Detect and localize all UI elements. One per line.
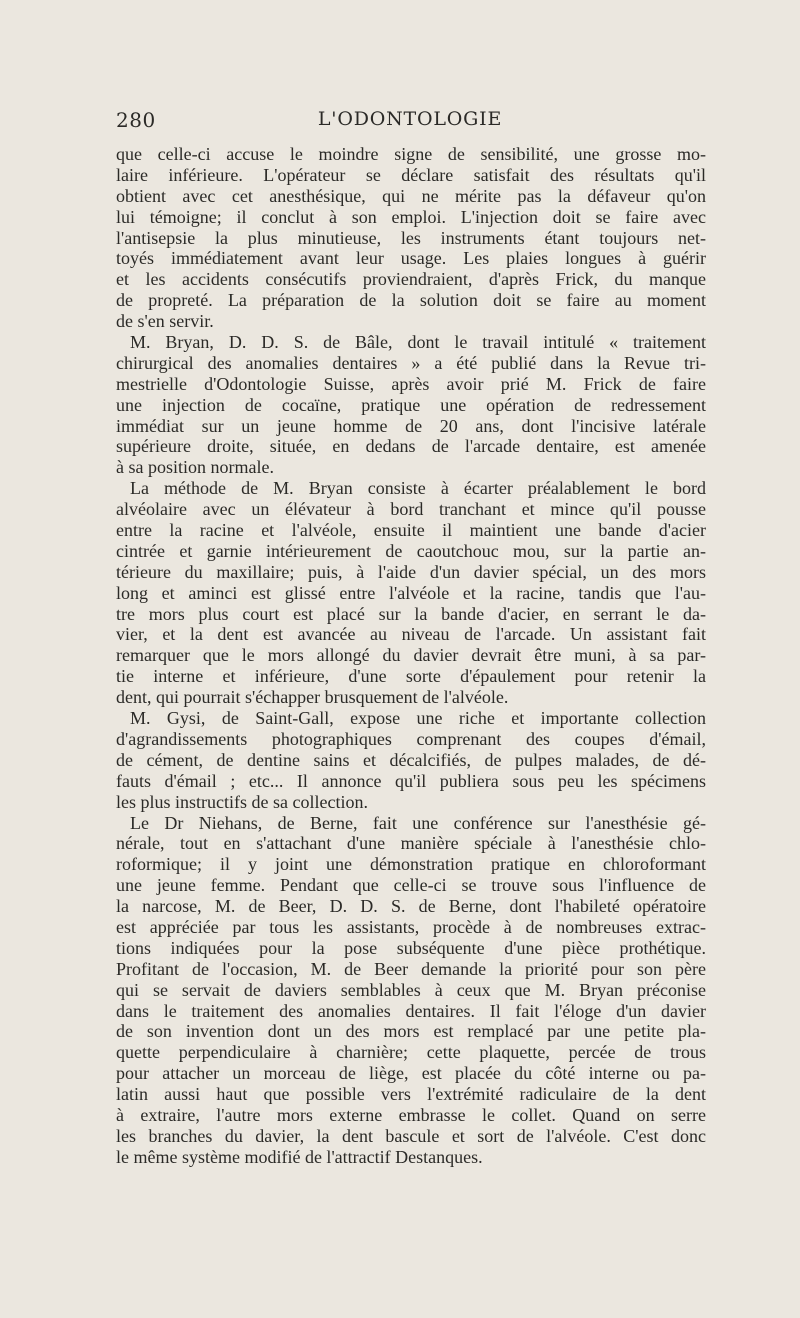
- text-line: entre la racine et l'alvéole, ensuite il maintient une bande d'acier: [116, 520, 706, 541]
- text-line: d'agrandissements photographiques comprenant des coupes d'émail,: [116, 728, 706, 749]
- paragraph: [116, 144, 706, 332]
- page-number: 280: [116, 108, 156, 132]
- text-line: une injection de cocaïne, pratique une opération de redressement: [116, 394, 706, 415]
- text-line: vier, et la dent est avancée au niveau de l'arcade. Un assistant fait: [116, 624, 706, 645]
- paragraph: [116, 813, 706, 1168]
- text-line: à sa position normale.: [116, 457, 274, 478]
- text-line: latin aussi haut que possible vers l'extrémité radiculaire de la dent: [116, 1084, 706, 1105]
- text-line: Profitant de l'occasion, M. de Beer demande la priorité pour son père: [116, 958, 706, 979]
- text-line: M. Gysi, de Saint-Gall, expose une riche et importante collection: [130, 708, 706, 729]
- text-line: long et aminci est glissé entre l'alvéole et la racine, tandis que l'au-: [116, 582, 706, 603]
- text-line: fauts d'émail ; etc... Il annonce qu'il publiera sous peu les spécimens: [116, 770, 706, 791]
- text-line: tie interne et inférieure, d'une sorte d'épaulement pour retenir la: [116, 666, 706, 687]
- text-line: supérieure droite, située, en dedans de l'arcade dentaire, est amenée: [116, 436, 706, 457]
- text-line: la narcose, M. de Beer, D. D. S. de Berne, dont l'habileté opératoire: [116, 896, 706, 917]
- paragraph: [116, 332, 706, 478]
- text-line: M. Bryan, D. D. S. de Bâle, dont le travail intitulé « traitement: [130, 332, 706, 353]
- page-header: [116, 108, 704, 138]
- text-line: le même système modifié de l'attractif Destanques.: [116, 1146, 483, 1167]
- paragraph: [116, 478, 706, 708]
- text-line: chirurgical des anomalies dentaires » a été publié dans la Revue tri-: [116, 352, 706, 373]
- text-line: qui se servait de daviers semblables à ceux que M. Bryan préconise: [116, 979, 706, 1000]
- text-line: toyés immédiatement avant leur usage. Les plaies longues à guérir: [116, 248, 706, 269]
- text-line: quette perpendiculaire à charnière; cette plaquette, percée de trous: [116, 1042, 706, 1063]
- text-line: de son invention dont un des mors est remplacé par une petite pla-: [116, 1021, 706, 1042]
- text-line: cintrée et garnie intérieurement de caoutchouc mou, sur la partie an-: [116, 540, 706, 561]
- text-line: remarquer que le mors allongé du davier devrait être muni, à sa par-: [116, 645, 706, 666]
- text-line: immédiat sur un jeune homme de 20 ans, dont l'incisive latérale: [116, 415, 706, 436]
- text-line: laire inférieure. L'opérateur se déclare satisfait des résultats qu'il: [116, 164, 706, 185]
- text-line: tre mors plus court est placé sur la bande d'acier, en serrant le da-: [116, 603, 706, 624]
- text-line: dent, qui pourrait s'échapper brusquement de l'alvéole.: [116, 687, 509, 708]
- paragraph: [116, 708, 706, 812]
- text-line: mestrielle d'Odontologie Suisse, après avoir prié M. Frick de faire: [116, 373, 706, 394]
- text-line: lui témoigne; il conclut à son emploi. L'injection doit se faire avec: [116, 206, 706, 227]
- text-line: La méthode de M. Bryan consiste à écarter préalablement le bord: [130, 478, 706, 499]
- text-line: et les accidents consécutifs proviendraient, d'après Frick, du manque: [116, 269, 706, 290]
- text-line: tions indiquées pour la pose subséquente d'une pièce prothétique.: [116, 937, 706, 958]
- text-line: térieure du maxillaire; puis, à l'aide d'un davier spécial, un des mors: [116, 561, 706, 582]
- text-line: à extraire, l'autre mors externe embrasse le collet. Quand on serre: [116, 1104, 706, 1125]
- text-line: dans le traitement des anomalies dentaires. Il fait l'éloge d'un davier: [116, 1000, 706, 1021]
- text-line: de cément, de dentine sains et décalcifiés, de pulpes malades, de dé-: [116, 749, 706, 770]
- text-line: Le Dr Niehans, de Berne, fait une conférence sur l'anesthésie gé-: [130, 812, 706, 833]
- text-line: de s'en servir.: [116, 311, 214, 332]
- body-text: [116, 144, 706, 1168]
- text-line: nérale, tout en s'attachant d'une manière spéciale à l'anesthésie chlo-: [116, 833, 706, 854]
- running-title: L'ODONTOLOGIE: [317, 108, 503, 130]
- text-line: alvéolaire avec un élévateur à bord tranchant et mince qu'il pousse: [116, 499, 706, 520]
- text-line: roformique; il y joint une démonstration pratique en chloroformant: [116, 854, 706, 875]
- text-line: est appréciée par tous les assistants, procède à de nombreuses extrac-: [116, 916, 706, 937]
- text-line: l'antisepsie la plus minutieuse, les instruments étant toujours net-: [116, 227, 706, 248]
- text-line: pour attacher un morceau de liège, est placée du côté interne ou pa-: [116, 1063, 706, 1084]
- text-line: une jeune femme. Pendant que celle-ci se trouve sous l'influence de: [116, 875, 706, 896]
- text-line: les branches du davier, la dent bascule et sort de l'alvéole. C'est donc: [116, 1125, 706, 1146]
- text-line: les plus instructifs de sa collection.: [116, 791, 368, 812]
- text-line: obtient avec cet anesthésique, qui ne mérite pas la défaveur qu'on: [116, 185, 706, 206]
- text-line: que celle-ci accuse le moindre signe de sensibilité, une grosse mo-: [116, 144, 706, 164]
- text-line: de propreté. La préparation de la solution doit se faire au moment: [116, 290, 706, 311]
